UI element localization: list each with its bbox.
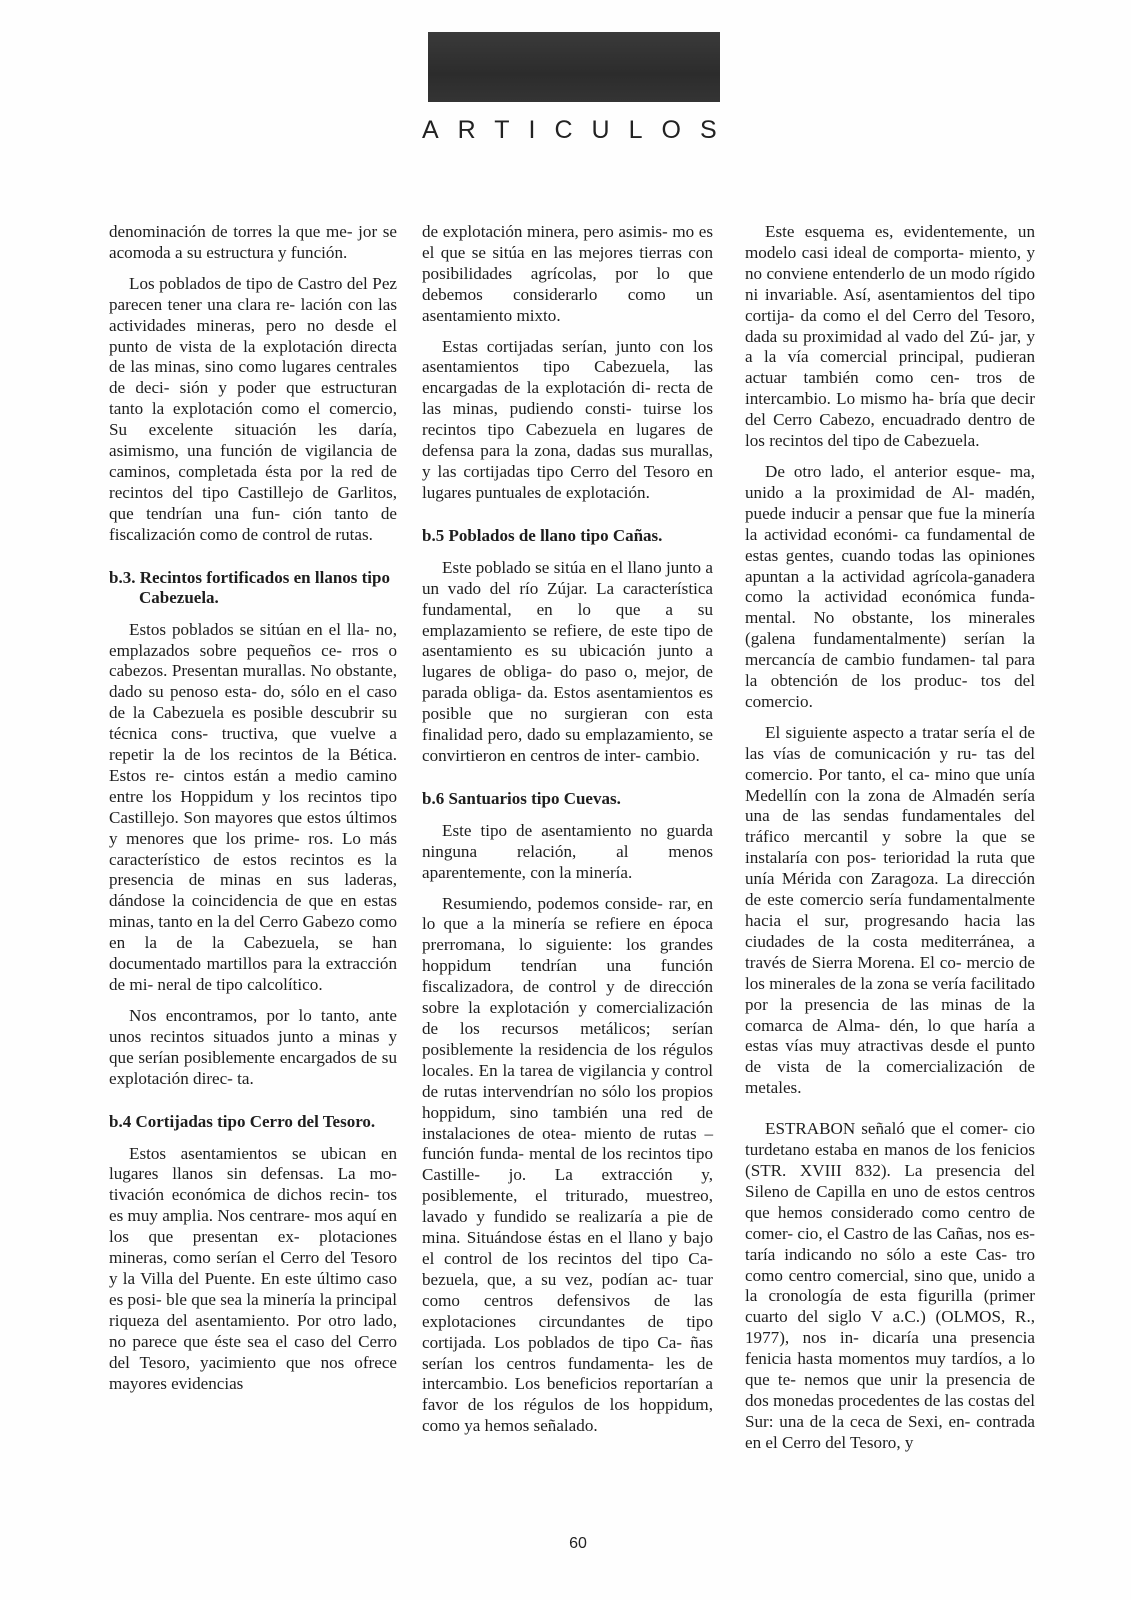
paragraph: El siguiente aspecto a tratar sería el de las vías de comunicación y ru- tas del comercio. Por tanto, el ca- mino que unía Medellín con la zona de Almadén sería una de las sendas fundamentales del tráfico mercantil y sobre la que se instalaría con pos- terioridad la ruta que unía Mérida con Zaragoza. La dirección de este comercio sería fundamentalmente hacia el sur, progresando hacia las ciudades de la costa mediterránea, a través de Sierra Morena. El co- mercio de los minerales de la zona se vería facilitado por la presencia de las minas de la comarca de Alma- dén, lo que haría a estas vías muy atractivas desde el punto de vista de la comercialización de metales. <box>745 722 1035 1098</box>
paragraph: Nos encontramos, por lo tanto, ante unos recintos situados junto a minas y que serían posiblemente encargados de su explotación direc- ta. <box>109 1005 397 1088</box>
column-1 <box>109 222 397 1404</box>
section-title: ARTICULOS <box>422 116 736 144</box>
paragraph: ESTRABON señaló que el comer- cio turdetano estaba en manos de los fenicios (STR. XVIII 832). La presencia del Sileno de Capilla en uno de estos centros que hemos considerado como centro de comer- cio, el Castro de las Cañas, nos es- taría indicando no sólo a este Cas- tro como centro comercial, sino que, unido a la cronología de esta figurilla (primer cuarto del siglo V a.C.) (OLMOS, R., 1977), nos in- dicaría una presencia fenicia hasta momentos muy tardíos, a lo que te- nemos que unir la presencia de dos monedas procedentes de las costas del Sur: una de la ceca de Sexi, en- contrada en el Cerro del Tesoro, y <box>745 1119 1035 1452</box>
column-2 <box>422 222 713 1447</box>
paragraph: Los poblados de tipo de Castro del Pez parecen tener una clara re- lación con las actividades mineras, pero no desde el punto de vista de la explotación directa de las minas, sino como lugares centrales de deci- sión y poder que estructuran tanto la explotación como el comercio, Su excelente situación les daría, asimismo, una función de vigilancia de caminos, completada ésta por la red de recintos del tipo Castillejo de Garlitos, que tendrían una fun- ción tanto de fiscalización como de control de rutas. <box>109 273 397 544</box>
paragraph: Este esquema es, evidentemente, un modelo casi ideal de comporta- miento, y no conviene entenderlo de un modo rígido ni invariable. Así, asentamientos del tipo cortija- da como el del Cerro del Tesoro, dada su proximidad al vado del Zú- jar, y a la vía comercial principal, pudieran actuar también como cen- tros de intercambio. Lo mismo ha- bría que decir del Cerro Cabezo, encuadrado dentro de los recintos del tipo de Cabezuela. <box>745 222 1035 451</box>
paragraph: denominación de torres la que me- jor se acomoda a su estructura y función. <box>109 222 397 262</box>
paragraph: Este tipo de asentamiento no guarda ninguna relación, al menos aparentemente, con la minería. <box>422 820 713 882</box>
paragraph: Este poblado se sitúa en el llano junto a un vado del río Zújar. La característica fundamental, en lo que a su emplazamiento se refiere, de este tipo de asentamiento es su ubicación junto a lugares de obliga- do paso o, mejor, de parada obliga- da. Estos asentamientos es posible que no surgieran con esta finalidad pero, dado su emplazamiento, se convirtieron en centros de inter- cambio. <box>422 557 713 765</box>
paragraph: de explotación minera, pero asimis- mo es el que se sitúa en las mejores tierras con posibilidades agrícolas, por lo que debemos considerarlo como un asentamiento mixto. <box>422 222 713 325</box>
header-banner <box>428 32 720 102</box>
paragraph: Resumiendo, podemos conside- rar, en lo que a la minería se refiere en época prerromana, lo siguiente: los grandes hoppidum tendrían una función fiscalizadora, de control y de dirección sobre la explotación y comercialización de los recursos metálicos; serían posiblemente la residencia de los régulos locales. En la tarea de vigilancia y control de rutas intervendrían no sólo los propios hoppidum, sino también una red de instalaciones de otea- miento de rutas –función funda- mental de los recintos tipo Castille- jo. La extracción y, posiblemente, el triturado, muestreo, lavado y fundido se realizaría a pie de mina. Situándose éstas en el llano y bajo el control de los recintos del tipo Ca- bezuela, que, a su vez, podían ac- tuar como centros defensivos de las explotaciones circundantes de tipo cortijada. Los poblados de tipo Ca- ñas serían los centros fundamenta- les de intercambio. Los beneficios reportarían a favor de los régulos de los hoppidum, como ya hemos señalado. <box>422 893 713 1436</box>
column-3 <box>745 222 1035 1464</box>
section-heading: b.4 Cortijadas tipo Cerro del Tesoro. <box>109 1111 376 1131</box>
section-heading: b.3. Recintos fortificados en llanos tipo Cabezuela. <box>109 567 390 607</box>
section-heading: b.5 Poblados de llano tipo Cañas. <box>422 525 663 545</box>
paragraph: De otro lado, el anterior esque- ma, unido a la proximidad de Al- madén, puede inducir a pensar que fue la minería la actividad económi- ca fundamental de estas gentes, cuando todas las opiniones apuntan a la actividad agrícola-ganadera como la actividad económica funda- mental. No obstante, los minerales (galena fundamentalmente) serían la mercancía de cambio fundamen- tal para la obtención de los produc- tos del comercio. <box>745 461 1035 711</box>
section-heading: b.6 Santuarios tipo Cuevas. <box>422 788 621 808</box>
paragraph: Estos asentamientos se ubican en lugares llanos sin defensas. La mo- tivación económica de dichos recin- tos es muy amplia. Nos centrare- mos aquí en los que presentan ex- plotaciones mineras, como serían el Cerro del Tesoro y la Villa del Puente. En este último caso es posi- ble que sea la minería la principal riqueza del asentamiento. Por otro lado, no parece que éste sea el caso del Cerro del Tesoro, yacimiento que nos ofrece mayores evidencias <box>109 1143 397 1393</box>
page-number: 60 <box>569 1535 587 1552</box>
paragraph: Estas cortijadas serían, junto con los asentamientos tipo Cabezuela, las encargadas de la explotación di- recta de las minas, pudiendo consti- tuirse los recintos tipo Cabezuela en lugares de defensa para la zona, dadas sus murallas, y las cortijadas tipo Cerro del Tesoro en lugares puntuales de explotación. <box>422 336 713 502</box>
paragraph: Estos poblados se sitúan en el lla- no, emplazados sobre pequeños ce- rros o cabezos. Presentan murallas. No obstante, dado su penoso esta- do, sólo en el caso de la Cabezuela es posible descubrir su técnica cons- tructiva, que vuelve a repetir la de los recintos de la Bética. Estos re- cintos están a medio camino entre los Hoppidum y los recintos tipo Castillejo. Son mayores que estos últimos y menores que los prime- ros. Lo más característico de estos recintos es la presencia de minas en sus laderas, dándose la coincidencia de que en estas minas, tanto en la del Cerro Gabezo como en la de la Cabezuela, se han documentado martillos para la extracción de mi- neral de tipo calcolítico. <box>109 619 397 994</box>
